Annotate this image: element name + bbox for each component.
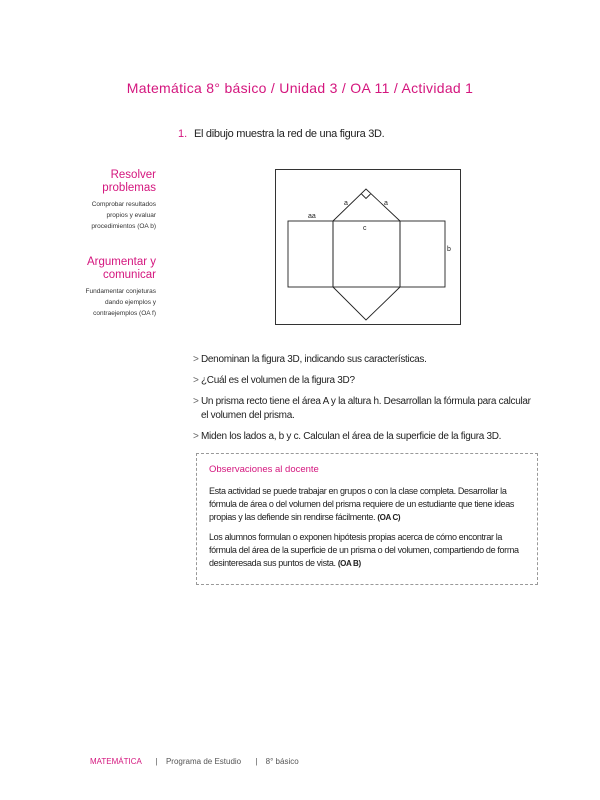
bottom-triangle: [333, 287, 400, 320]
footer-separator: |: [255, 757, 258, 766]
footer-separator: |: [155, 757, 158, 766]
question-number: 1.: [178, 128, 188, 140]
list-item: > Un prisma recto tiene el área A y la altura h. Desarrollan la fórmula para calcular el volumen del prisma.: [193, 396, 531, 421]
skill-description: Comprobar resultados propios y evaluar procedimientos (OA b): [91, 201, 156, 230]
label-c: c: [363, 225, 367, 232]
page-title: Matemática 8° básico / Unidad 3 / OA 11 / Actividad 1: [126, 80, 474, 96]
footer-program: Programa de Estudio: [165, 757, 242, 766]
footer-grade: 8° básico: [265, 757, 299, 766]
skill-title: Resolver problemas: [102, 169, 156, 194]
footer-brand: MATEMÁTICA: [90, 757, 142, 766]
skill-argumentar-comunicar: [46, 256, 156, 319]
list-item: > Denominan la figura 3D, indicando sus características.: [193, 354, 427, 365]
observation-paragraph: Esta actividad se puede trabajar en grupos o con la clase completa. Desarrollar la fórmula de área o del volumen del prisma requiere de un estudiante que tiene ideas propias y las defiende sin rendirse fácilmente. (OA C): [209, 486, 515, 522]
skill-title: Argumentar y comunicar: [86, 256, 156, 281]
label-b: b: [447, 246, 451, 253]
skill-resolver-problemas: [46, 169, 156, 232]
list-item: > Miden los lados a, b y c. Calculan el área de la superficie de la figura 3D.: [193, 431, 502, 442]
observations-title: Observaciones al docente: [209, 464, 319, 475]
task-list: [193, 353, 538, 451]
bullet-mark: >: [193, 396, 199, 407]
skill-description: Fundamentar conjeturas dando ejemplos y contraejemplos (OA f): [85, 288, 156, 317]
right-angle-mark: [362, 194, 371, 199]
left-face: [288, 221, 333, 287]
center-face: [333, 221, 400, 287]
page-footer: [90, 757, 299, 766]
teacher-observations: [196, 453, 538, 585]
list-item: > ¿Cuál es el volumen de la figura 3D?: [193, 375, 355, 386]
oa-reference: (OA B): [337, 559, 361, 568]
prism-net-diagram: [276, 170, 462, 326]
oa-reference: (OA C): [377, 513, 401, 522]
bullet-mark: >: [193, 431, 199, 442]
bullet-mark: >: [193, 354, 199, 365]
question-text: El dibujo muestra la red de una figura 3D.: [194, 128, 385, 140]
label-a-small: aa: [308, 213, 316, 220]
prism-net-figure: [275, 169, 461, 325]
observation-paragraph: Los alumnos formulan o exponen hipótesis propias acerca de cómo encontrar la fórmula del área de la superficie de un prisma o del volumen, compartiendo de forma desinteresada sus puntos de vista. (OA B): [209, 532, 519, 568]
label-a-right: a: [384, 200, 388, 207]
label-a-left: a: [344, 200, 348, 207]
right-face: [400, 221, 445, 287]
bullet-mark: >: [193, 375, 199, 386]
